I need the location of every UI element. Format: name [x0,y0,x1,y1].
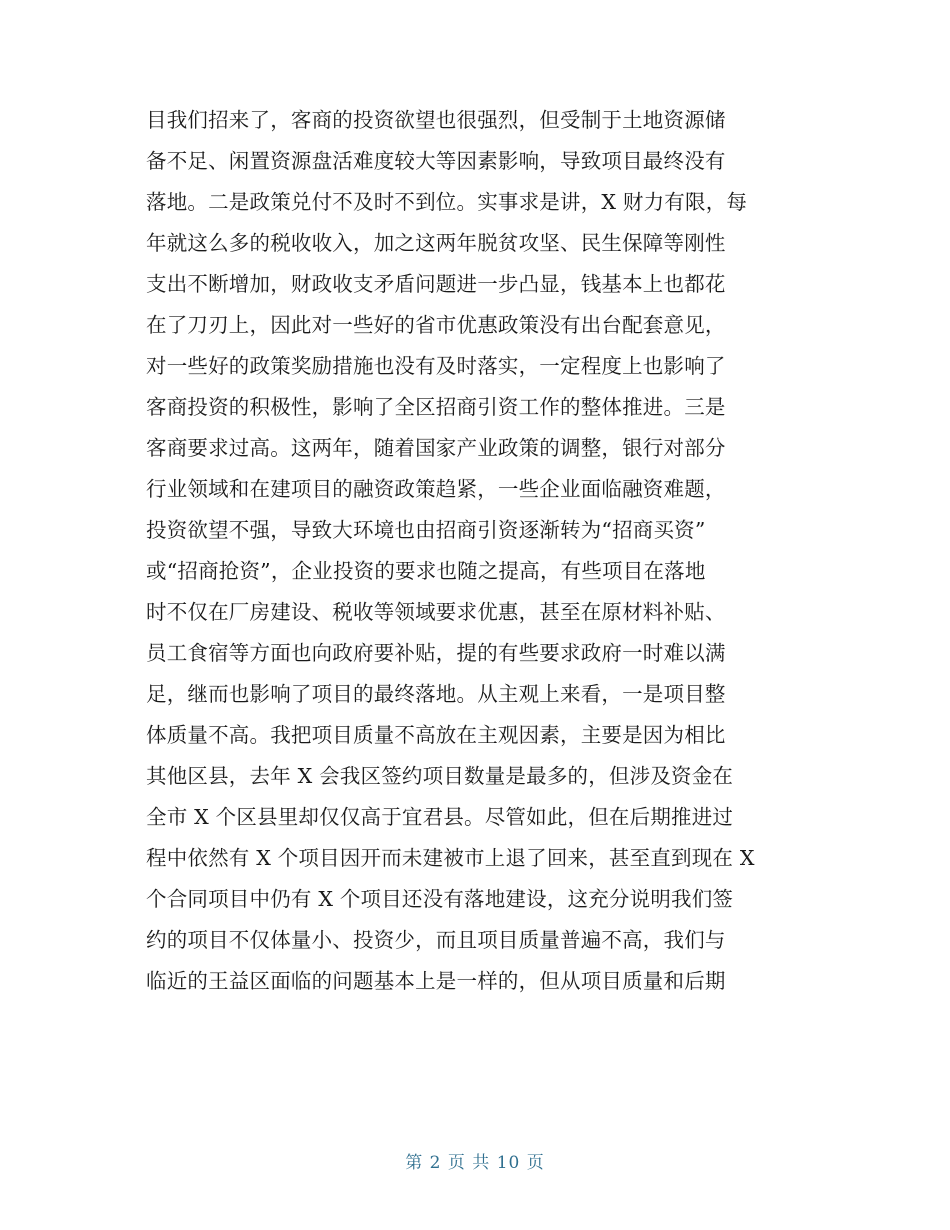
text-line: 备不足、闲置资源盘活难度较大等因素影响，导致项目最终没有 [146,149,726,173]
text-line: 约的项目不仅体量小、投资少，而且项目质量普遍不高，我们与 [146,928,726,952]
text-line: 个合同项目中仍有 X 个项目还没有落地建设，这充分说明我们签 [146,887,734,911]
text-line: 客商投资的积极性，影响了全区招商引资工作的整体推进。三是 [146,395,726,419]
text-line: 客商要求过高。这两年，随着国家产业政策的调整，银行对部分 [146,436,726,460]
text-line: 投资欲望不强，导致大环境也由招商引资逐渐转为“招商买资” [146,518,706,542]
page-number-footer: 第 2 页 共 10 页 [405,1153,545,1173]
text-line: 行业领域和在建项目的融资政策趋紧，一些企业面临融资难题， [146,477,726,501]
text-line: 对一些好的政策奖励措施也没有及时落实，一定程度上也影响了 [146,354,726,378]
text-line: 体质量不高。我把项目质量不高放在主观因素，主要是因为相比 [146,723,726,747]
text-line: 足，继而也影响了项目的最终落地。从主观上来看，一是项目整 [146,682,726,706]
text-line: 年就这么多的税收收入，加之这两年脱贫攻坚、民生保障等刚性 [146,231,726,255]
text-line: 在了刀刃上，因此对一些好的省市优惠政策没有出台配套意见， [146,313,726,337]
text-line: 其他区县，去年 X 会我区签约项目数量是最多的，但涉及资金在 [146,764,734,788]
text-line: 时不仅在厂房建设、税收等领域要求优惠，甚至在原材料补贴、 [146,600,726,624]
text-line: 程中依然有 X 个项目因开而未建被市上退了回来，甚至直到现在 X [146,846,755,870]
body-text [146,100,826,1002]
text-line: 落地。二是政策兑付不及时不到位。实事求是讲，X 财力有限，每 [146,190,748,214]
text-line: 临近的王益区面临的问题基本上是一样的，但从项目质量和后期 [146,969,726,993]
text-line: 或“招商抢资”，企业投资的要求也随之提高，有些项目在落地 [146,559,706,583]
text-line: 支出不断增加，财政收支矛盾问题进一步凸显，钱基本上也都花 [146,272,726,296]
text-line: 目我们招来了，客商的投资欲望也很强烈，但受制于土地资源储 [146,108,726,132]
text-line: 全市 X 个区县里却仅仅高于宜君县。尽管如此，但在后期推进过 [146,805,734,829]
text-line: 员工食宿等方面也向政府要补贴，提的有些要求政府一时难以满 [146,641,726,665]
